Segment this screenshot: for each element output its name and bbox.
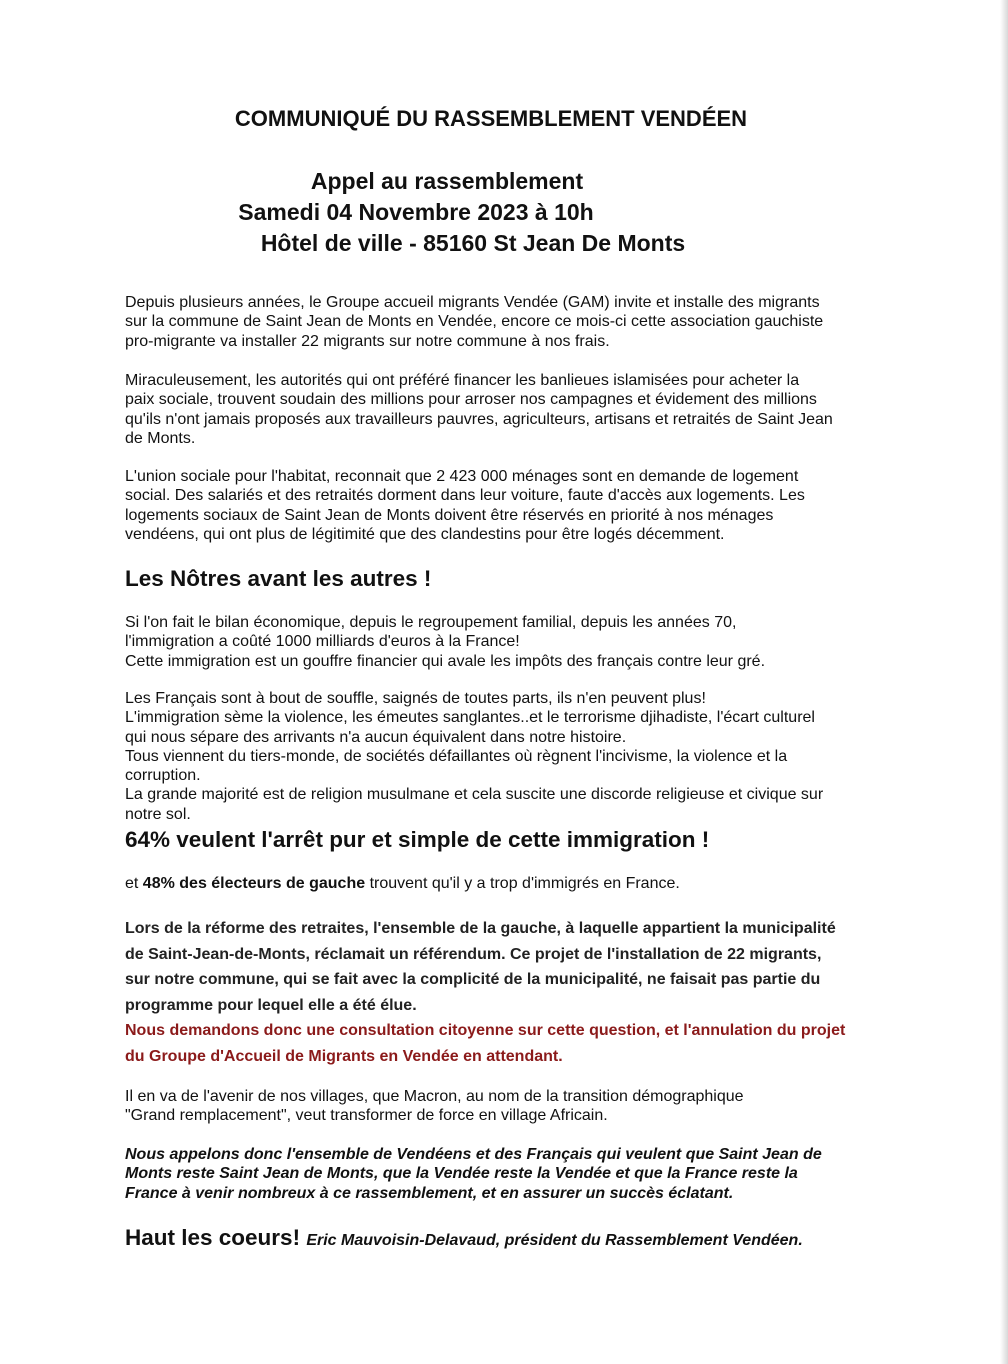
text-fragment: et: [125, 875, 143, 892]
page-edge-shadow: [1000, 0, 1008, 1364]
appel-line-3: Hôtel de ville - 85160 St Jean De Monts: [260, 230, 686, 256]
text-line-red: Nous demandons donc une consultation citoyenne sur cette question, et l'annulation du projet: [125, 1022, 846, 1040]
text-line: Si l'on fait le bilan économique, depuis le regroupement familial, depuis les années 70,: [125, 614, 737, 631]
text-line: de Saint-Jean-de-Monts, réclamait un référendum. Ce projet de l'installation de 22 migrants,: [125, 945, 822, 963]
text-line: de Monts.: [125, 429, 196, 447]
text-line: l'immigration a coûté 1000 milliards d'euros à la France!: [125, 633, 520, 651]
text-line: social. Des salariés et des retraités dorment dans leur voiture, faute d'accès aux logements. Les: [125, 487, 805, 505]
text-line: Cette immigration est un gouffre financier qui avale les impôts des français contre leur gré.: [125, 652, 766, 670]
text-line: Miraculeusement, les autorités qui ont préféré financer les banlieues islamisées pour acheter la: [125, 372, 800, 389]
text-line: Nous appelons donc l'ensemble de Vendéens et des Français qui veulent que Saint Jean de: [125, 1146, 822, 1163]
text-line: qui nous sépare des arrivants n'a aucun équivalent dans notre histoire.: [125, 728, 627, 746]
text-line: sur notre commune, qui se fait avec la complicité de la municipalité, ne faisait pas partie du: [125, 971, 821, 989]
appel-line-1: Appel au rassemblement: [310, 168, 584, 194]
text-line: Il en va de l'avenir de nos villages, que Macron, au nom de la transition démographique: [125, 1088, 744, 1105]
closing-slogan: Haut les coeurs!: [125, 1225, 301, 1250]
text-line: sur la commune de Saint Jean de Monts en Vendée, encore ce mois-ci cette association gauchiste: [125, 313, 824, 331]
paragraph-reforme: [125, 916, 885, 1070]
heading-64-percent: 64% veulent l'arrêt pur et simple de cette immigration !: [125, 827, 710, 852]
text-line: programme pour lequel elle a été élue.: [125, 996, 417, 1014]
text-line: paix sociale, trouvent soudain des millions pour arroser nos campagnes et évidement des millions: [125, 391, 817, 409]
text-line: pro-migrante va installer 22 migrants sur notre commune à nos frais.: [125, 332, 610, 350]
text-line: Les Français sont à bout de souffle, saignés de toutes parts, ils n'en peuvent plus!: [125, 690, 706, 707]
appel-line-2: Samedi 04 Novembre 2023 à 10h: [238, 199, 594, 225]
text-line: L'immigration sème la violence, les émeutes sanglantes..et le terrorisme djihadiste, l'écart culturel: [125, 709, 815, 727]
heading-les-notres: Les Nôtres avant les autres !: [125, 566, 432, 591]
text-bold-fragment: 48% des électeurs de gauche: [142, 875, 366, 892]
closing-line: [125, 1225, 803, 1251]
text-line: "Grand remplacement", veut transformer de force en village Africain.: [125, 1107, 608, 1125]
document-title: COMMUNIQUÉ DU RASSEMBLEMENT VENDÉEN: [234, 106, 748, 131]
text-line: Lors de la réforme des retraites, l'ensemble de la gauche, à laquelle appartient la municipalité: [125, 920, 836, 937]
paragraph-appel: [125, 1145, 885, 1203]
paragraph-autorites: [125, 371, 885, 448]
text-line: La grande majorité est de religion musulmane et cela suscite une discorde religieuse et civique sur: [125, 786, 824, 804]
text-fragment: trouvent qu'il y a trop d'immigrés en France.: [365, 875, 680, 892]
text-line: vendéens, qui ont plus de légitimité que des clandestins pour être logés décemment.: [125, 525, 725, 543]
text-line: Tous viennent du tiers-monde, de sociétés défaillantes où règnent l'incivisme, la violence et la: [125, 747, 788, 765]
text-line: notre sol.: [125, 805, 191, 823]
text-line: Depuis plusieurs années, le Groupe accueil migrants Vendée (GAM) invite et installe des migrants: [125, 294, 820, 311]
paragraph-logement: [125, 467, 885, 544]
text-line: logements sociaux de Saint Jean de Monts doivent être réservés en priorité à nos ménages: [125, 506, 774, 524]
text-line: L'union sociale pour l'habitat, reconnait que 2 423 000 ménages sont en demande de logement: [125, 468, 799, 485]
paragraph-francais: [125, 689, 885, 824]
paragraph-avenir: [125, 1087, 885, 1126]
text-line: qu'ils n'ont jamais proposés aux travailleurs pauvres, agriculteurs, artisans et retraités de Saint Jean: [125, 410, 833, 428]
text-line-red: du Groupe d'Accueil de Migrants en Vendée en attendant.: [125, 1047, 563, 1065]
paragraph-electeurs: [125, 874, 885, 893]
text-line: Monts reste Saint Jean de Monts, que la Vendée reste la Vendée et que la France reste la: [125, 1165, 798, 1183]
text-line: corruption.: [125, 767, 201, 785]
text-line: France à venir nombreux à ce rassemblement, et en assurer un succès éclatant.: [125, 1184, 734, 1202]
paragraph-bilan: [125, 613, 885, 671]
paragraph-gam: [125, 293, 885, 351]
closing-signature: Eric Mauvoisin-Delavaud, président du Rassemblement Vendéen.: [306, 1232, 803, 1249]
